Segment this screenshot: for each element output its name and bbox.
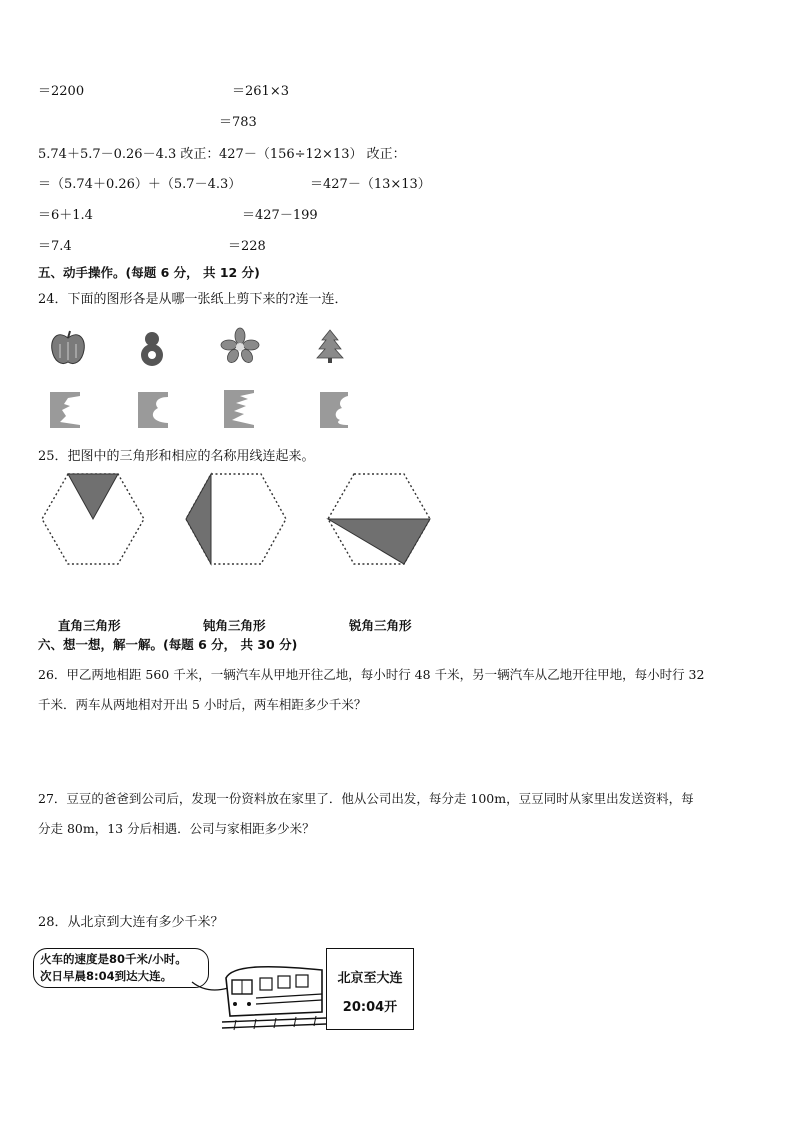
triangle-label: 直角三角形	[58, 618, 121, 633]
sign-route: 北京至大连	[337, 971, 403, 986]
calc-line: ＝783	[219, 115, 257, 130]
question-24: 24．下面的图形各是从哪一张纸上剪下来的?连一连．	[38, 292, 348, 307]
hexagon-obtuse-triangle	[326, 472, 432, 566]
tree-icon	[316, 328, 344, 364]
paper-cutout-icon	[50, 392, 80, 428]
calc-line: ＝2200	[38, 84, 85, 99]
question-26: 千米．两车从两地相对开出 5 小时后，两车相距多少千米？	[38, 697, 367, 712]
paper-cutout-icon	[138, 392, 168, 428]
paper-cutout-icon	[320, 392, 348, 428]
section-heading: 六、想一想，解一解。(每题 6 分， 共 30 分)	[38, 637, 298, 652]
triangle-label: 钝角三角形	[203, 618, 266, 633]
triangle-label: 锐角三角形	[349, 618, 412, 633]
hexagon-right-triangle	[184, 472, 288, 566]
station-sign	[326, 948, 414, 1030]
paper-cutout-icon	[224, 390, 254, 428]
calc-line: ＝7.4	[38, 239, 72, 254]
calc-line: 427－（156÷12×13） 改正：	[219, 147, 406, 162]
calc-line: ＝228	[228, 239, 266, 254]
calc-line: ＝261×3	[232, 84, 289, 99]
question-25: 25．把图中的三角形和相应的名称用线连起来。	[38, 449, 315, 464]
calc-line: ＝427－（13×13）	[310, 177, 431, 192]
calc-line: ＝427－199	[242, 208, 318, 223]
question-27: 分走 80m，13 分后相遇．公司与家相距多少米？	[38, 821, 315, 836]
question-26: 26．甲乙两地相距 560 千米，一辆汽车从甲地开往乙地，每小时行 48 千米，另一辆汽车从乙地开往甲地，每小时行 32	[38, 667, 705, 682]
section-heading: 五、动手操作。(每题 6 分， 共 12 分)	[38, 265, 260, 280]
question-27: 27．豆豆的爸爸到公司后，发现一份资料放在家里了．他从公司出发，每分走 100m，豆豆同时从家里出发送资料，每	[38, 791, 694, 806]
calc-line: 5.74＋5.7－0.26－4.3 改正：	[38, 147, 220, 162]
speech-bubble	[33, 948, 209, 988]
question-28: 28．从北京到大连有多少千米？	[38, 915, 224, 930]
bubble-text: 火车的速度是80千米/小时。	[40, 952, 187, 966]
sign-time: 20:04开	[342, 1000, 398, 1015]
calc-line: ＝6＋1.4	[38, 208, 93, 223]
flower-icon	[220, 328, 260, 364]
train-icon	[222, 960, 328, 1032]
calc-line: ＝（5.74＋0.26）＋（5.7－4.3）	[38, 177, 242, 192]
apple-icon	[48, 328, 88, 368]
bubble-text: 次日早晨8:04到达大连。	[40, 969, 173, 983]
gourd-icon	[134, 328, 170, 368]
hexagon-acute-triangle	[40, 472, 146, 566]
